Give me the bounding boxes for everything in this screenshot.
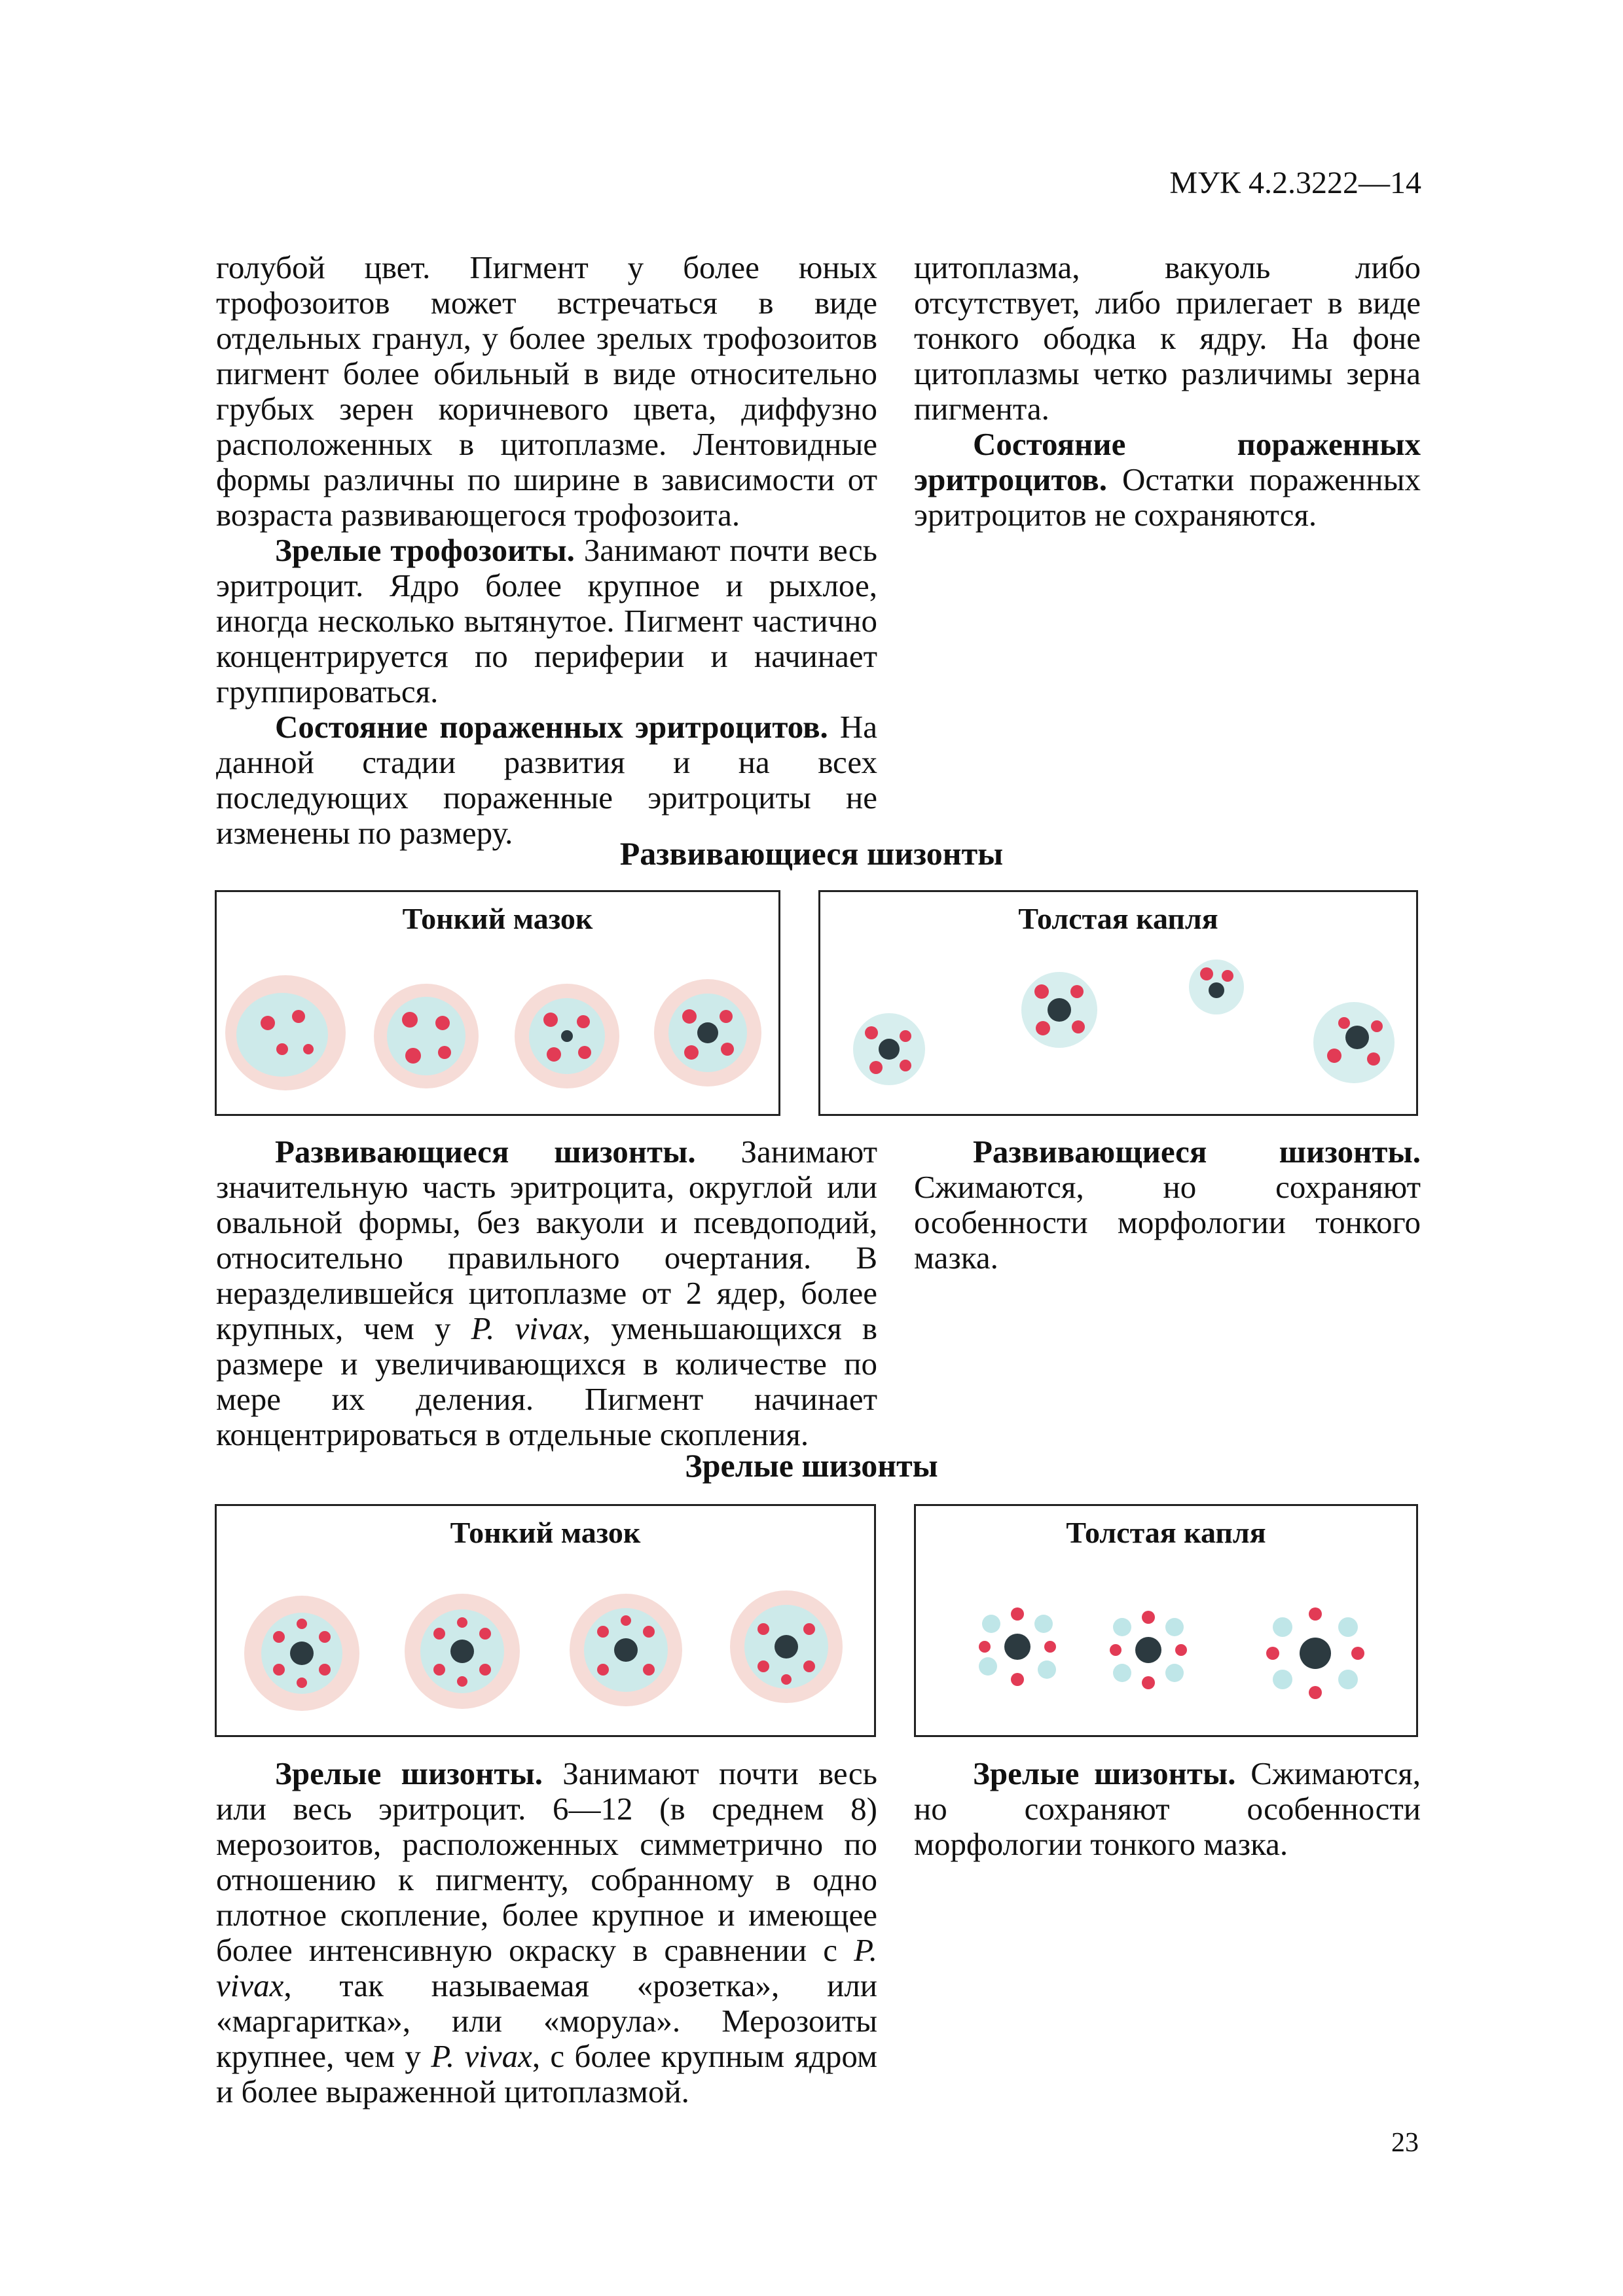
figure-caption: Толстая капля <box>1066 1516 1266 1549</box>
paragraph-text: , с более крупным ядром и более выраженной цитоплазмой. <box>216 2038 877 2109</box>
paragraph <box>914 1756 1421 1862</box>
top-right-column <box>914 250 1421 533</box>
thin-smear-illustration <box>217 892 782 1118</box>
section1-right-text <box>914 1134 1421 1276</box>
paragraph-text: Сжимаются, но сохраняют особенности морфологии тонкого мазка. <box>914 1755 1421 1862</box>
section1-left-text <box>216 1134 877 1452</box>
figure-thin-smear-developing <box>215 890 780 1116</box>
page-number: 23 <box>1391 2128 1419 2158</box>
parasite-rosette <box>1266 1607 1364 1699</box>
species-name: P. vivax <box>471 1310 583 1346</box>
species-name: P. vivax <box>216 1932 877 2003</box>
figure-caption: Толстая капля <box>1018 902 1218 935</box>
thin-smear-illustration <box>217 1506 878 1739</box>
figure-caption: Тонкий мазок <box>402 902 593 935</box>
figure-thick-drop-developing <box>818 890 1418 1116</box>
paragraph-text: , уменьшающихся в размере и увеличивающихся в количестве по мере их деления. Пигмент начинает концентрироваться в отдельные скопления. <box>216 1310 877 1452</box>
section2-right-text <box>914 1756 1421 1862</box>
term-bold: Состояние пораженных эритроцитов. <box>275 709 828 745</box>
thick-drop-illustration <box>916 1506 1420 1739</box>
paragraph-text: Занимают почти весь эритроцит. Ядро более крупное и рыхлое, иногда несколько вытянутое. Пигмент частично концентрируется по периферии и начинает группироваться. <box>216 532 877 709</box>
figure-caption: Тонкий мазок <box>450 1516 641 1549</box>
erythrocyte-cell <box>374 984 479 1088</box>
parasite-cluster <box>1189 960 1244 1014</box>
term-bold: Состояние пораженных эритроцитов. <box>914 426 1421 497</box>
document-code: МУК 4.2.3222—14 <box>1169 166 1421 200</box>
parasite-rosette <box>1110 1611 1187 1689</box>
paragraph-text: На данной стадии развития и на всех последующих пораженные эритроциты не изменены по размеру. <box>216 709 877 851</box>
parasite-rosette <box>979 1607 1056 1686</box>
paragraph <box>216 533 877 709</box>
erythrocyte-cell <box>515 984 619 1088</box>
term-bold: Зрелые шизонты. <box>275 1755 543 1791</box>
section-title-developing: Развивающиеся шизонты <box>619 835 1004 872</box>
term-bold: Зрелые трофозоиты. <box>275 532 575 568</box>
species-name: P. vivax <box>431 2038 532 2074</box>
erythrocyte-cell <box>654 979 761 1086</box>
paragraph-text: , так называемая «розетка», или «маргаритка», или «морула». Мерозоиты крупнее, чем у <box>216 1967 877 2074</box>
paragraph <box>216 1134 877 1452</box>
term-bold: Развивающиеся шизонты. <box>275 1134 696 1170</box>
paragraph <box>216 709 877 851</box>
parasite-cluster <box>1021 972 1097 1048</box>
paragraph <box>914 427 1421 533</box>
section-title-mature: Зрелые шизонты <box>685 1447 938 1484</box>
paragraph-text: Занимают значительную часть эритроцита, округлой или овальной формы, без вакуоли и псевдоподий, относительно правильного очертания. В неразделившейся цитоплазме от 2 ядер, более крупных, чем у <box>216 1134 877 1346</box>
thick-drop-illustration <box>820 892 1420 1118</box>
paragraph <box>216 1756 877 2109</box>
parasite-cluster <box>1313 1002 1395 1083</box>
paragraph: голубой цвет. Пигмент у более юных трофозоитов может встречаться в виде отдельных гранул, у более зрелых трофозоитов пигмент более обильный в виде относительно грубых зерен коричневого цвета, диффузно расположенных в цитоплазме. Лентовидные формы различны по ширине в зависимости от возраста развивающегося трофозоита. <box>216 249 877 533</box>
figure-thick-drop-mature <box>914 1504 1418 1737</box>
term-bold: Развивающиеся шизонты. <box>973 1134 1421 1170</box>
erythrocyte-cell <box>730 1590 843 1703</box>
figure-thin-smear-mature <box>215 1504 876 1737</box>
erythrocyte-cell <box>405 1594 520 1709</box>
paragraph <box>914 1134 1421 1276</box>
paragraph-text: Занимают почти весь или весь эритроцит. 6—12 (в среднем 8) мерозоитов, расположенных симметрично по отношению к пигменту, собранному в одно плотное скопление, более крупное и имеющее более интенсивную окраску в сравнении с <box>216 1755 877 1968</box>
paragraph-text: Остатки пораженных эритроцитов не сохраняются. <box>914 461 1421 533</box>
term-bold: Зрелые шизонты. <box>973 1755 1236 1791</box>
section2-left-text <box>216 1756 877 2109</box>
paragraph-text: Сжимаются, но сохраняют особенности морфологии тонкого мазка. <box>914 1169 1421 1276</box>
top-left-column <box>216 250 877 851</box>
erythrocyte-cell <box>225 975 346 1090</box>
erythrocyte-cell <box>244 1596 359 1711</box>
paragraph: цитоплазма, вакуоль либо отсутствует, либо прилегает в виде тонкого ободка к ядру. На фоне цитоплазмы четко различимы зерна пигмента. <box>914 249 1421 427</box>
erythrocyte-cell <box>570 1594 682 1706</box>
parasite-cluster <box>853 1013 925 1085</box>
